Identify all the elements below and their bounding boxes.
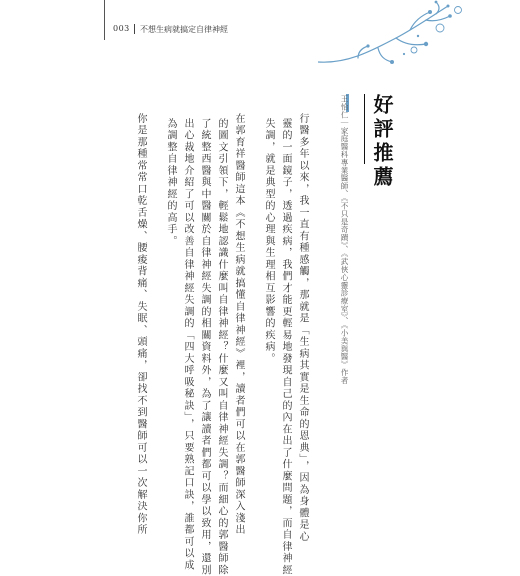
paragraph-2-line-5: 為調整自律神經的高手。 <box>165 118 176 248</box>
recommender-attribution: 王怡仁｜家庭醫科專業醫師、《不只是奇蹟》、《武俠心靈診療室》、《小美與醫》作者 <box>340 95 349 385</box>
paragraph-1-line-2: 靈的一面鏡子，透過疾病，我們才能更輕易地發現自己的內在出了什麼問題，而自律神經 <box>280 118 291 576</box>
paragraph-2-line-1: 在郭育祥醫師這本《不想生病就搞懂自律神經》裡，讀者們可以在郭醫師深入淺出 <box>233 113 244 536</box>
paragraph-2-line-4: 出心裁地介紹了可以改善自律神經失調的「四大呼吸秘訣」，只要熟記口訣，誰都可以成 <box>182 118 193 572</box>
section-title: 好評推薦 <box>370 94 394 190</box>
page-number: 003 <box>113 24 130 33</box>
paragraph-1-line-3: 失調，就是典型的心理與生理相互影響的疾病。 <box>263 118 274 365</box>
title-rule <box>364 94 365 164</box>
margin-rule <box>104 0 105 40</box>
floral-ornament <box>318 0 468 80</box>
paragraph-2-line-3: 了統整西醫與中醫關於自律神經失調的相關資料外，為了讓讀者們都可以學以致用，還別 <box>199 118 210 576</box>
paragraph-3-line-1: 你是那種常常口乾舌燥、腰痠背痛、失眠、頭痛，卻找不到醫師可以一次解決你所 <box>135 113 146 536</box>
paragraph-2-line-2: 的圖文引領下，輕鬆地認識什麼叫自律神經？什麼又叫自律神經失調？而細心的郭醫師除 <box>216 118 227 576</box>
paragraph-1-line-1: 行醫多年以來，我一直有種感觸，那就是「生病其實是生命的恩典」，因為身體是心 <box>297 113 308 543</box>
running-title: 不想生病就搞定自律神經 <box>140 25 228 34</box>
header-divider <box>134 24 135 34</box>
